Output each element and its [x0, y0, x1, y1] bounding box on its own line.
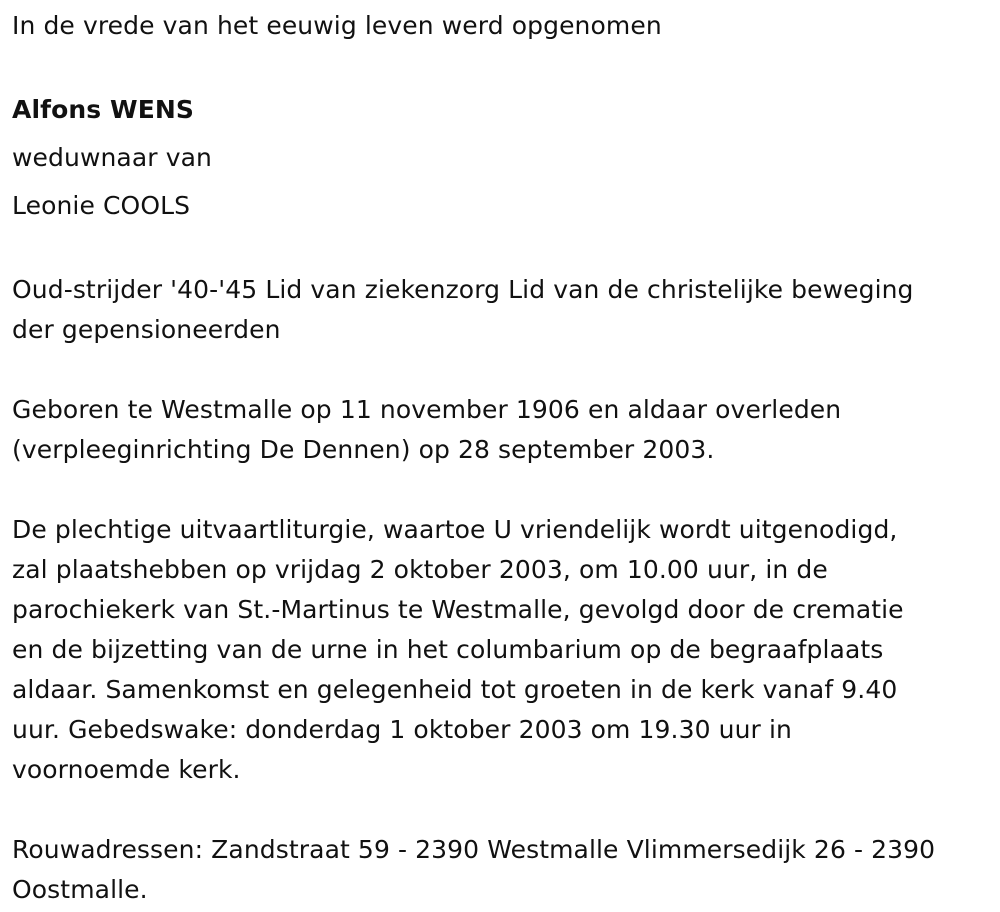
spacer	[12, 790, 992, 830]
funeral-line: zal plaatshebben op vrijdag 2 oktober 2003, om 10.00 uur, in de	[12, 555, 828, 584]
funeral-line: De plechtige uitvaartliturgie, waartoe U vriendelijk wordt uitgenodigd,	[12, 515, 898, 544]
spouse-name: Leonie COOLS	[12, 191, 191, 220]
affiliations-paragraph	[12, 270, 992, 350]
addresses-line: Oostmalle.	[12, 875, 148, 904]
funeral-line: en de bijzetting van de urne in het columbarium op de begraafplaats	[12, 635, 884, 664]
spacer	[12, 46, 992, 86]
funeral-line: uur. Gebedswake: donderdag 1 oktober 2003 om 19.30 uur in	[12, 715, 792, 744]
funeral-line: parochiekerk van St.-Martinus te Westmalle, gevolgd door de crematie	[12, 595, 904, 624]
addresses-line: Rouwadressen: Zandstraat 59 - 2390 Westmalle Vlimmersedijk 26 - 2390	[12, 835, 936, 864]
birth-death-line: Geboren te Westmalle op 11 november 1906 en aldaar overleden	[12, 395, 842, 424]
spacer	[12, 470, 992, 510]
funeral-line: aldaar. Samenkomst en gelegenheid tot groeten in de kerk vanaf 9.40	[12, 675, 898, 704]
obituary-notice	[12, 6, 992, 910]
birth-death-paragraph	[12, 390, 992, 470]
spacer	[12, 350, 992, 390]
addresses-paragraph	[12, 830, 992, 910]
relation-text: weduwnaar van	[12, 143, 212, 172]
spacer	[12, 230, 992, 270]
affiliations-line: Oud-strijder '40-'45 Lid van ziekenzorg Lid van de christelijke beweging	[12, 275, 914, 304]
intro-text: In de vrede van het eeuwig leven werd opgenomen	[12, 11, 662, 40]
funeral-line: voornoemde kerk.	[12, 755, 241, 784]
funeral-paragraph	[12, 510, 992, 790]
affiliations-line: der gepensioneerden	[12, 315, 281, 344]
deceased-name: Alfons WENS	[12, 95, 195, 124]
birth-death-line: (verpleeginrichting De Dennen) op 28 september 2003.	[12, 435, 715, 464]
